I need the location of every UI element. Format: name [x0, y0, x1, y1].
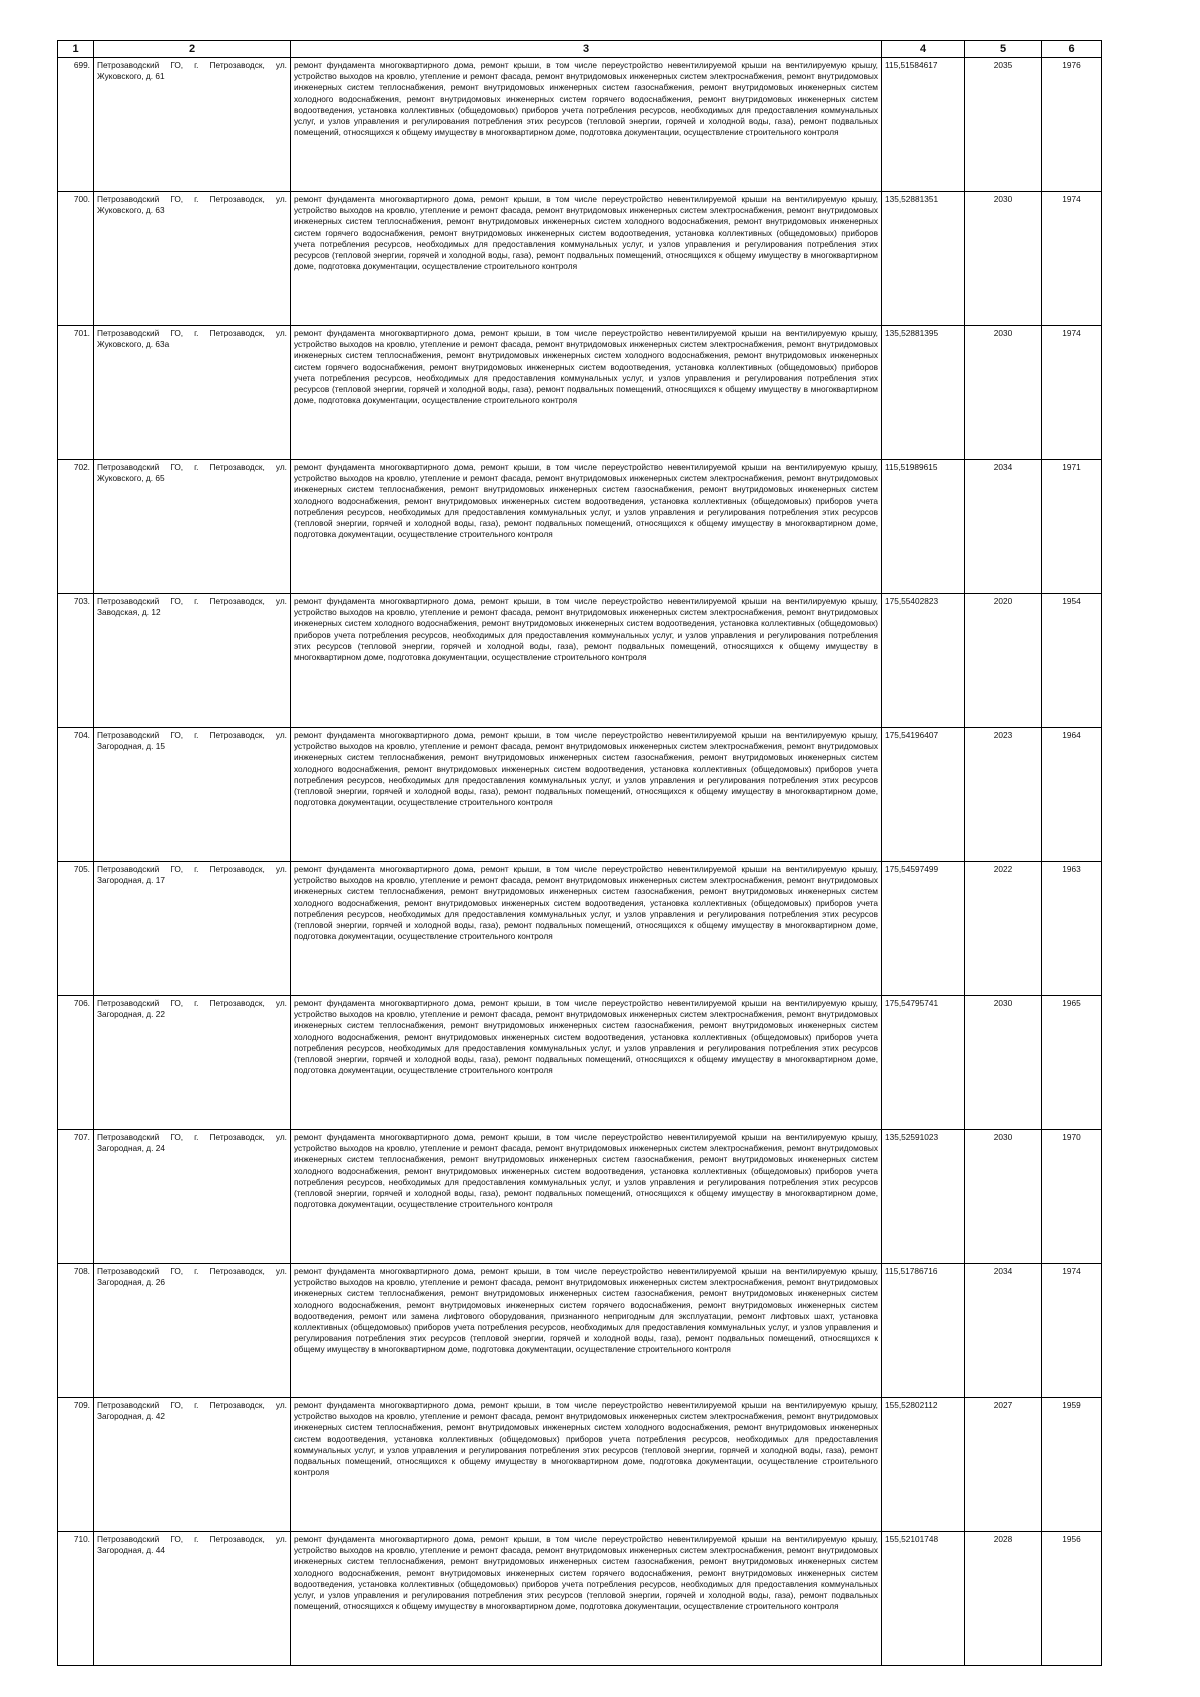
row-number: 700. — [58, 192, 94, 326]
row-number: 699. — [58, 58, 94, 192]
row-cost-value: 175,54795741 — [882, 996, 965, 1130]
row-planned-year: 2030 — [965, 996, 1042, 1130]
row-works-list: ремонт фундамента многоквартирного дома, ремонт крыши, в том числе переустройство невентилируемой крыши на вентилируемую крышу, устройство выходов на кровлю, утепление и ремонт фасада, ремонт внутридомовых инженерных систем электроснабжения, ремонт внутридомовых инженерных систем теплоснабжения, ремонт внутридомовых инженерных систем холодного водоснабжения, ремонт внутридомовых инженерных систем горячего водоснабжения, ремонт внутридомовых инженерных систем водоотведения, установка коллективных (общедомовых) приборов учета потребления ресурсов, необходимых для предоставления коммунальных услуг, и узлов управления и регулирования потребления этих ресурсов (тепловой энергии, горячей и холодной воды, газа), ремонт подвальных помещений, относящихся к общему имуществу в многоквартирном доме, подготовка документации, осуществление строительного контроля — [291, 326, 882, 460]
row-works-list: ремонт фундамента многоквартирного дома, ремонт крыши, в том числе переустройство невентилируемой крыши на вентилируемую крышу, устройство выходов на кровлю, утепление и ремонт фасада, ремонт внутридомовых инженерных систем электроснабжения, ремонт внутридомовых инженерных систем теплоснабжения, ремонт внутридомовых инженерных систем газоснабжения, ремонт внутридомовых инженерных систем холодного водоснабжения, ремонт внутридомовых инженерных систем горячего водоснабжения, ремонт внутридомовых инженерных систем водоотведения, установка коллективных (общедомовых) приборов учета потребления ресурсов, необходимых для предоставления коммунальных услуг, и узлов управления и регулирования потребления этих ресурсов (тепловой энергии, горячей и холодной воды, газа), ремонт подвальных помещений, относящихся к общему имуществу в многоквартирном доме, подготовка документации, осуществление строительного контроля — [291, 58, 882, 192]
row-cost-value: 115,51989615 — [882, 460, 965, 594]
row-address: Петрозаводский ГО, г. Петрозаводск, ул. Загородная, д. 44 — [94, 1532, 291, 1666]
row-address: Петрозаводский ГО, г. Петрозаводск, ул. Загородная, д. 15 — [94, 728, 291, 862]
row-address: Петрозаводский ГО, г. Петрозаводск, ул. Загородная, д. 24 — [94, 1130, 291, 1264]
row-address: Петрозаводский ГО, г. Петрозаводск, ул. Жуковского, д. 65 — [94, 460, 291, 594]
row-address: Петрозаводский ГО, г. Петрозаводск, ул. Жуковского, д. 61 — [94, 58, 291, 192]
row-build-year: 1970 — [1042, 1130, 1102, 1264]
row-cost-value: 175,54196407 — [882, 728, 965, 862]
row-works-list: ремонт фундамента многоквартирного дома, ремонт крыши, в том числе переустройство невентилируемой крыши на вентилируемую крышу, устройство выходов на кровлю, утепление и ремонт фасада, ремонт внутридомовых инженерных систем электроснабжения, ремонт внутридомовых инженерных систем теплоснабжения, ремонт внутридомовых инженерных систем холодного водоснабжения, ремонт внутридомовых инженерных систем горячего водоснабжения, ремонт внутридомовых инженерных систем водоотведения, установка коллективных (общедомовых) приборов учета потребления ресурсов, необходимых для предоставления коммунальных услуг, и узлов управления и регулирования потребления этих ресурсов (тепловой энергии, горячей и холодной воды, газа), ремонт подвальных помещений, относящихся к общему имуществу в многоквартирном доме, подготовка документации, осуществление строительного контроля — [291, 192, 882, 326]
row-number: 703. — [58, 594, 94, 728]
row-planned-year: 2027 — [965, 1398, 1042, 1532]
row-cost-value: 155,52802112 — [882, 1398, 965, 1532]
column-header: 1 — [58, 41, 94, 58]
capital-repair-table — [57, 40, 1102, 1666]
table-row — [58, 862, 1102, 996]
row-works-list: ремонт фундамента многоквартирного дома, ремонт крыши, в том числе переустройство невентилируемой крыши на вентилируемую крышу, устройство выходов на кровлю, утепление и ремонт фасада, ремонт внутридомовых инженерных систем электроснабжения, ремонт внутридомовых инженерных систем холодного водоснабжения, ремонт внутридомовых инженерных систем водоотведения, установка коллективных (общедомовых) приборов учета потребления ресурсов, необходимых для предоставления коммунальных услуг, и узлов управления и регулирования потребления этих ресурсов (тепловой энергии, горячей и холодной воды, газа), ремонт подвальных помещений, относящихся к общему имуществу в многоквартирном доме, подготовка документации, осуществление строительного контроля — [291, 594, 882, 728]
table-header-row — [58, 41, 1102, 58]
row-number: 705. — [58, 862, 94, 996]
table-row — [58, 1532, 1102, 1666]
row-works-list: ремонт фундамента многоквартирного дома, ремонт крыши, в том числе переустройство невентилируемой крыши на вентилируемую крышу, устройство выходов на кровлю, утепление и ремонт фасада, ремонт внутридомовых инженерных систем электроснабжения, ремонт внутридомовых инженерных систем теплоснабжения, ремонт внутридомовых инженерных систем газоснабжения, ремонт внутридомовых инженерных систем холодного водоснабжения, ремонт внутридомовых инженерных систем водоотведения, установка коллективных (общедомовых) приборов учета потребления ресурсов, необходимых для предоставления коммунальных услуг, и узлов управления и регулирования потребления этих ресурсов (тепловой энергии, горячей и холодной воды, газа), ремонт подвальных помещений, относящихся к общему имуществу в многоквартирном доме, подготовка документации, осуществление строительного контроля — [291, 1130, 882, 1264]
table-row — [58, 1264, 1102, 1398]
row-build-year: 1964 — [1042, 728, 1102, 862]
row-number: 706. — [58, 996, 94, 1130]
row-build-year: 1974 — [1042, 1264, 1102, 1398]
row-build-year: 1974 — [1042, 326, 1102, 460]
row-planned-year: 2034 — [965, 460, 1042, 594]
row-number: 710. — [58, 1532, 94, 1666]
row-address: Петрозаводский ГО, г. Петрозаводск, ул. Загородная, д. 42 — [94, 1398, 291, 1532]
row-works-list: ремонт фундамента многоквартирного дома, ремонт крыши, в том числе переустройство невентилируемой крыши на вентилируемую крышу, устройство выходов на кровлю, утепление и ремонт фасада, ремонт внутридомовых инженерных систем электроснабжения, ремонт внутридомовых инженерных систем теплоснабжения, ремонт внутридомовых инженерных систем газоснабжения, ремонт внутридомовых инженерных систем холодного водоснабжения, ремонт внутридомовых инженерных систем водоотведения, установка коллективных (общедомовых) приборов учета потребления ресурсов, необходимых для предоставления коммунальных услуг, и узлов управления и регулирования потребления этих ресурсов (тепловой энергии, горячей и холодной воды, газа), ремонт подвальных помещений, относящихся к общему имуществу в многоквартирном доме, подготовка документации, осуществление строительного контроля — [291, 728, 882, 862]
row-planned-year: 2023 — [965, 728, 1042, 862]
row-cost-value: 175,55402823 — [882, 594, 965, 728]
row-cost-value: 135,52591023 — [882, 1130, 965, 1264]
row-works-list: ремонт фундамента многоквартирного дома, ремонт крыши, в том числе переустройство невентилируемой крыши на вентилируемую крышу, устройство выходов на кровлю, утепление и ремонт фасада, ремонт внутридомовых инженерных систем электроснабжения, ремонт внутридомовых инженерных систем теплоснабжения, ремонт внутридомовых инженерных систем газоснабжения, ремонт внутридомовых инженерных систем холодного водоснабжения, ремонт внутридомовых инженерных систем горячего водоснабжения, ремонт внутридомовых инженерных систем водоотведения, ремонт или замена лифтового оборудования, признанного непригодным для эксплуатации, ремонт лифтовых шахт, установка коллективных (общедомовых) приборов учета потребления ресурсов, необходимых для предоставления коммунальных услуг, и узлов управления и регулирования потребления этих ресурсов (тепловой энергии, горячей и холодной воды, газа), ремонт подвальных помещений, относящихся к общему имуществу в многоквартирном доме, подготовка документации, осуществление строительного контроля — [291, 1264, 882, 1398]
row-address: Петрозаводский ГО, г. Петрозаводск, ул. Заводская, д. 12 — [94, 594, 291, 728]
row-build-year: 1976 — [1042, 58, 1102, 192]
row-number: 708. — [58, 1264, 94, 1398]
table-body — [58, 58, 1102, 1666]
column-header: 2 — [94, 41, 291, 58]
column-header: 5 — [965, 41, 1042, 58]
row-cost-value: 135,52881395 — [882, 326, 965, 460]
row-number: 704. — [58, 728, 94, 862]
table-row — [58, 1130, 1102, 1264]
row-address: Петрозаводский ГО, г. Петрозаводск, ул. Жуковского, д. 63а — [94, 326, 291, 460]
row-planned-year: 2034 — [965, 1264, 1042, 1398]
row-works-list: ремонт фундамента многоквартирного дома, ремонт крыши, в том числе переустройство невентилируемой крыши на вентилируемую крышу, устройство выходов на кровлю, утепление и ремонт фасада, ремонт внутридомовых инженерных систем электроснабжения, ремонт внутридомовых инженерных систем теплоснабжения, ремонт внутридомовых инженерных систем газоснабжения, ремонт внутридомовых инженерных систем холодного водоснабжения, ремонт внутридомовых инженерных систем водоотведения, установка коллективных (общедомовых) приборов учета потребления ресурсов, необходимых для предоставления коммунальных услуг, и узлов управления и регулирования потребления этих ресурсов (тепловой энергии, горячей и холодной воды, газа), ремонт подвальных помещений, относящихся к общему имуществу в многоквартирном доме, подготовка документации, осуществление строительного контроля — [291, 460, 882, 594]
row-address: Петрозаводский ГО, г. Петрозаводск, ул. Загородная, д. 26 — [94, 1264, 291, 1398]
table-row — [58, 460, 1102, 594]
row-build-year: 1954 — [1042, 594, 1102, 728]
row-planned-year: 2022 — [965, 862, 1042, 996]
table-row — [58, 58, 1102, 192]
row-works-list: ремонт фундамента многоквартирного дома, ремонт крыши, в том числе переустройство невентилируемой крыши на вентилируемую крышу, устройство выходов на кровлю, утепление и ремонт фасада, ремонт внутридомовых инженерных систем электроснабжения, ремонт внутридомовых инженерных систем теплоснабжения, ремонт внутридомовых инженерных систем газоснабжения, ремонт внутридомовых инженерных систем холодного водоснабжения, ремонт внутридомовых инженерных систем водоотведения, установка коллективных (общедомовых) приборов учета потребления ресурсов, необходимых для предоставления коммунальных услуг, и узлов управления и регулирования потребления этих ресурсов (тепловой энергии, горячей и холодной воды, газа), ремонт подвальных помещений, относящихся к общему имуществу в многоквартирном доме, подготовка документации, осуществление строительного контроля — [291, 862, 882, 996]
row-planned-year: 2030 — [965, 326, 1042, 460]
row-build-year: 1965 — [1042, 996, 1102, 1130]
table-row — [58, 728, 1102, 862]
table-row — [58, 326, 1102, 460]
row-cost-value: 155,52101748 — [882, 1532, 965, 1666]
row-number: 701. — [58, 326, 94, 460]
row-build-year: 1956 — [1042, 1532, 1102, 1666]
row-number: 709. — [58, 1398, 94, 1532]
row-address: Петрозаводский ГО, г. Петрозаводск, ул. Загородная, д. 17 — [94, 862, 291, 996]
column-header: 4 — [882, 41, 965, 58]
row-works-list: ремонт фундамента многоквартирного дома, ремонт крыши, в том числе переустройство невентилируемой крыши на вентилируемую крышу, устройство выходов на кровлю, утепление и ремонт фасада, ремонт внутридомовых инженерных систем электроснабжения, ремонт внутридомовых инженерных систем теплоснабжения, ремонт внутридомовых инженерных систем холодного водоснабжения, ремонт внутридомовых инженерных систем водоотведения, установка коллективных (общедомовых) приборов учета потребления ресурсов, необходимых для предоставления коммунальных услуг, и узлов управления и регулирования потребления этих ресурсов (тепловой энергии, горячей и холодной воды, газа), ремонт подвальных помещений, относящихся к общему имуществу в многоквартирном доме, подготовка документации, осуществление строительного контроля — [291, 1398, 882, 1532]
table-row — [58, 192, 1102, 326]
row-number: 707. — [58, 1130, 94, 1264]
row-number: 702. — [58, 460, 94, 594]
column-header: 6 — [1042, 41, 1102, 58]
table-row — [58, 1398, 1102, 1532]
row-address: Петрозаводский ГО, г. Петрозаводск, ул. Жуковского, д. 63 — [94, 192, 291, 326]
row-cost-value: 135,52881351 — [882, 192, 965, 326]
row-build-year: 1959 — [1042, 1398, 1102, 1532]
row-cost-value: 115,51786716 — [882, 1264, 965, 1398]
row-address: Петрозаводский ГО, г. Петрозаводск, ул. Загородная, д. 22 — [94, 996, 291, 1130]
row-planned-year: 2030 — [965, 1130, 1042, 1264]
column-header: 3 — [291, 41, 882, 58]
row-works-list: ремонт фундамента многоквартирного дома, ремонт крыши, в том числе переустройство невентилируемой крыши на вентилируемую крышу, устройство выходов на кровлю, утепление и ремонт фасада, ремонт внутридомовых инженерных систем электроснабжения, ремонт внутридомовых инженерных систем теплоснабжения, ремонт внутридомовых инженерных систем газоснабжения, ремонт внутридомовых инженерных систем холодного водоснабжения, ремонт внутридомовых инженерных систем водоотведения, установка коллективных (общедомовых) приборов учета потребления ресурсов, необходимых для предоставления коммунальных услуг, и узлов управления и регулирования потребления этих ресурсов (тепловой энергии, горячей и холодной воды, газа), ремонт подвальных помещений, относящихся к общему имуществу в многоквартирном доме, подготовка документации, осуществление строительного контроля — [291, 996, 882, 1130]
row-planned-year: 2020 — [965, 594, 1042, 728]
row-planned-year: 2035 — [965, 58, 1042, 192]
table-row — [58, 594, 1102, 728]
row-planned-year: 2028 — [965, 1532, 1042, 1666]
row-build-year: 1963 — [1042, 862, 1102, 996]
row-build-year: 1971 — [1042, 460, 1102, 594]
row-works-list: ремонт фундамента многоквартирного дома, ремонт крыши, в том числе переустройство невентилируемой крыши на вентилируемую крышу, устройство выходов на кровлю, утепление и ремонт фасада, ремонт внутридомовых инженерных систем электроснабжения, ремонт внутридомовых инженерных систем теплоснабжения, ремонт внутридомовых инженерных систем газоснабжения, ремонт внутридомовых инженерных систем холодного водоснабжения, ремонт внутридомовых инженерных систем горячего водоснабжения, ремонт внутридомовых инженерных систем водоотведения, установка коллективных (общедомовых) приборов учета потребления ресурсов, необходимых для предоставления коммунальных услуг, и узлов управления и регулирования потребления этих ресурсов (тепловой энергии, горячей и холодной воды, газа), ремонт подвальных помещений, относящихся к общему имуществу в многоквартирном доме, подготовка документации, осуществление строительного контроля — [291, 1532, 882, 1666]
row-planned-year: 2030 — [965, 192, 1042, 326]
row-build-year: 1974 — [1042, 192, 1102, 326]
table-row — [58, 996, 1102, 1130]
row-cost-value: 115,51584617 — [882, 58, 965, 192]
row-cost-value: 175,54597499 — [882, 862, 965, 996]
